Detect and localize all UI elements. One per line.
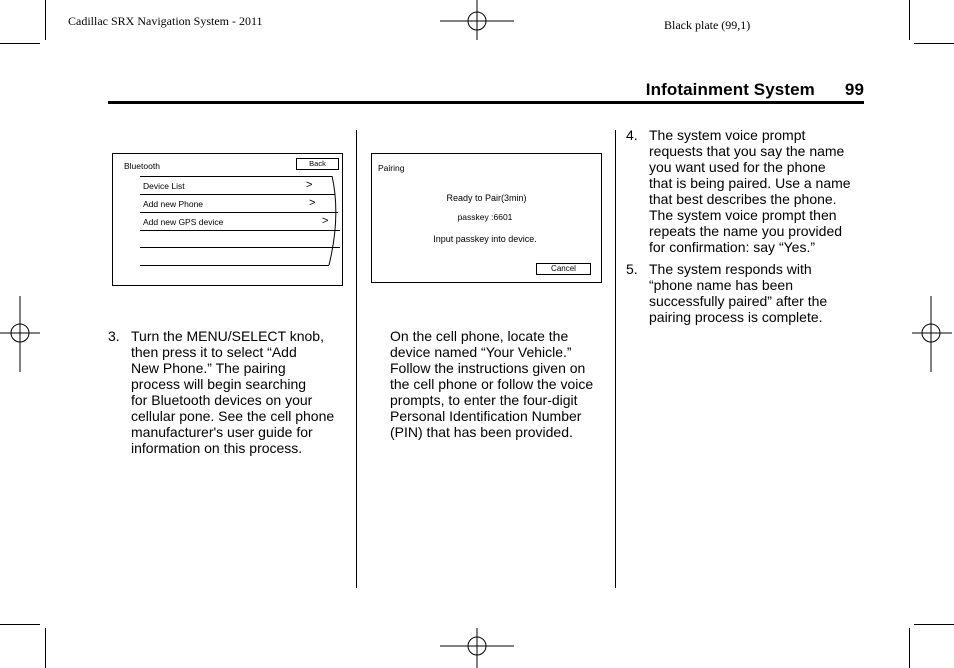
text-line: information on this process. [131, 440, 303, 456]
text-line: successfully paired” after the [649, 293, 828, 309]
crop-mark [909, 0, 910, 40]
menu-item-device-list[interactable]: Device List [143, 181, 185, 191]
cancel-button[interactable]: Cancel [536, 263, 591, 275]
running-header-right: Black plate (99,1) [664, 18, 751, 32]
section-title: Infotainment System [645, 80, 815, 99]
crop-mark [0, 624, 40, 625]
menu-item-add-new-gps-device[interactable]: Add new GPS device [143, 217, 224, 227]
text-line: On the cell phone, locate the [390, 328, 569, 344]
column-divider [615, 130, 616, 588]
text-line: the cell phone or follow the voice [390, 376, 594, 392]
text-line: device named “Your Vehicle.” [390, 344, 572, 360]
crop-mark [45, 0, 46, 40]
text-line: that is being paired. Use a name [649, 175, 851, 191]
text-line: cellular pone. See the cell phone [131, 408, 335, 424]
text-line: pairing process is complete. [649, 309, 823, 325]
pairing-instruction: Input passkey into device. [433, 234, 537, 244]
step-number: 5. [626, 261, 638, 277]
back-button[interactable]: Back [296, 158, 339, 170]
pairing-screen-figure [371, 153, 602, 283]
text-line: repeats the name you provided [649, 223, 843, 239]
page-number: 99 [844, 80, 864, 99]
text-line: Personal Identification Number [390, 408, 582, 424]
pairing-paragraph [390, 328, 612, 440]
step-number: 3. [108, 328, 120, 344]
text-line: The system responds with [649, 261, 812, 277]
page-header [560, 80, 864, 100]
step-5 [626, 261, 866, 331]
registration-mark-left [0, 296, 40, 372]
registration-mark-bottom [440, 628, 516, 668]
menu-item-add-new-phone[interactable]: Add new Phone [143, 199, 204, 209]
pairing-status: Ready to Pair(3min) [446, 193, 527, 203]
pairing-title: Pairing [378, 163, 405, 173]
menu-divider [140, 265, 329, 266]
menu-divider [140, 212, 338, 213]
text-line: Follow the instructions given on [390, 360, 586, 376]
text-line: The system voice prompt [649, 127, 806, 143]
menu-divider [140, 230, 340, 231]
crop-mark [914, 624, 954, 625]
step-text [131, 328, 334, 456]
registration-mark-top [440, 0, 516, 40]
menu-divider [140, 176, 332, 177]
passkey-text: passkey :6601 [457, 212, 513, 222]
text-line: The system voice prompt then [649, 207, 837, 223]
text-line: New Phone.” The pairing [131, 360, 286, 376]
chevron-right-icon: > [309, 197, 316, 209]
crop-mark [909, 628, 910, 668]
text-line: for Bluetooth devices on your [131, 392, 313, 408]
text-line: (PIN) that has been provided. [390, 424, 573, 440]
header-rule [108, 101, 864, 104]
menu-divider [140, 247, 340, 248]
crop-mark [0, 43, 40, 44]
step-text [649, 127, 851, 255]
text-line: manufacturer's user guide for [131, 424, 313, 440]
text-line: then press it to select “Add [131, 344, 297, 360]
chevron-right-icon: > [306, 179, 313, 191]
text-line: prompts, to enter the four-digit [390, 392, 578, 408]
text-line: process will begin searching [131, 376, 307, 392]
bluetooth-screen-figure [112, 153, 343, 286]
step-4 [626, 127, 866, 257]
text-line: “phone name has been [649, 277, 793, 293]
column-divider [356, 130, 357, 588]
bluetooth-title: Bluetooth [124, 161, 160, 171]
step-text [649, 261, 827, 325]
text-line: for confirmation: say “Yes.” [649, 239, 815, 255]
text-line: that best describes the phone. [649, 191, 837, 207]
step-3 [108, 328, 348, 468]
step-number: 4. [626, 127, 638, 143]
crop-mark [914, 43, 954, 44]
crop-mark [45, 628, 46, 668]
text-line: you want used for the phone [649, 159, 826, 175]
registration-mark-right [912, 296, 952, 372]
running-header-left: Cadillac SRX Navigation System - 2011 [68, 14, 263, 28]
chevron-right-icon: > [322, 215, 329, 227]
text-line: requests that you say the name [649, 143, 845, 159]
text-line: Turn the MENU/SELECT knob, [131, 328, 324, 344]
menu-divider [140, 194, 335, 195]
